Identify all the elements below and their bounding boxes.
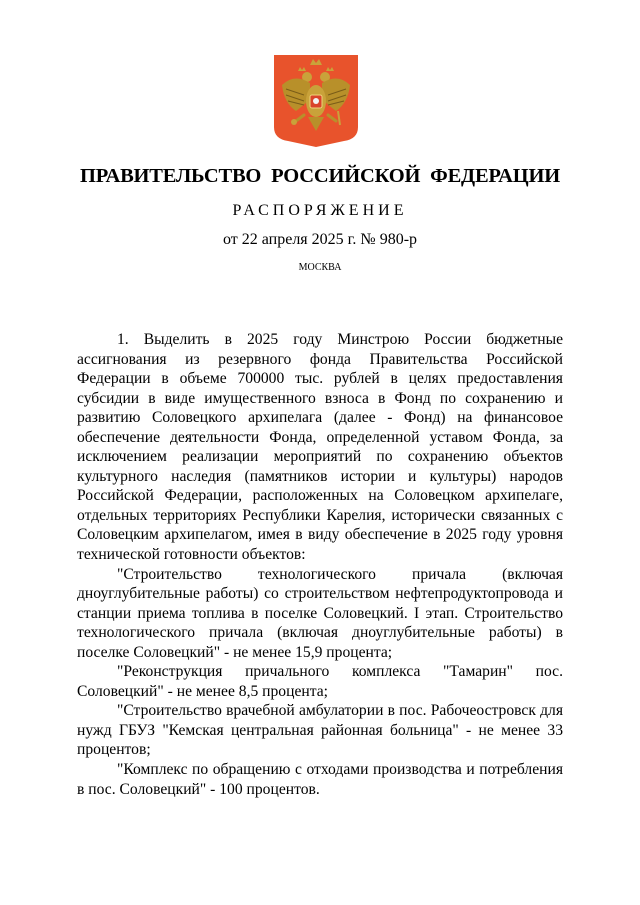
paragraph-1: 1. Выделить в 2025 году Минстрою России бюджетные ассигнования из резервного фонда Правительства Российской Федерации в объеме 700000 тыс. рублей в целях предоставления субсидии в виде имущественного взноса в Фонд по сохранению и развитию Соловецкого архипелага (далее - Фонд) на финансовое обеспечение деятельности Фонда, определенной уставом Фонда, за исключением реализации мероприятий по сохранению объектов культурного наследия (памятников истории и культуры) народов Российской Федерации, расположенных на Соловецком архипелаге, отдельных территориях Республики Карелия, исторически связанных с Соловецким архипелагом, имея в виду обеспечение в 2025 году уровня технической готовности объектов: [77,331,563,564]
list-item: "Строительство технологического причала (включая дноуглубительные работы) со строительством нефтепродуктопровода и станции приема топлива в поселке Соловецкий. I этап. Строительство технологического причала (включая дноуглубительные работы) в поселке Соловецкий" - не менее 15,9 процента; [77,565,563,661]
list-item: "Строительство врачебной амбулатории в пос. Рабочеостровск для нужд ГБУЗ "Кемская центральная районная больница" - не менее 33 процентов; [77,702,563,759]
coat-of-arms-icon [274,55,358,147]
document-type: РАСПОРЯЖЕНИЕ [232,202,408,219]
list-item: "Комплекс по обращению с отходами производства и потребления в пос. Соловецкий" - 100 процентов. [77,761,563,798]
document-city: МОСКВА [298,262,342,273]
list-item: "Реконструкция причального комплекса "Тамарин" пос. Соловецкий" - не менее 8,5 процента; [77,663,563,700]
government-title: ПРАВИТЕЛЬСТВО РОССИЙСКОЙ ФЕДЕРАЦИИ [80,165,560,187]
document-date-number: от 22 апреля 2025 г. № 980-р [222,231,418,248]
document-body [77,330,563,799]
